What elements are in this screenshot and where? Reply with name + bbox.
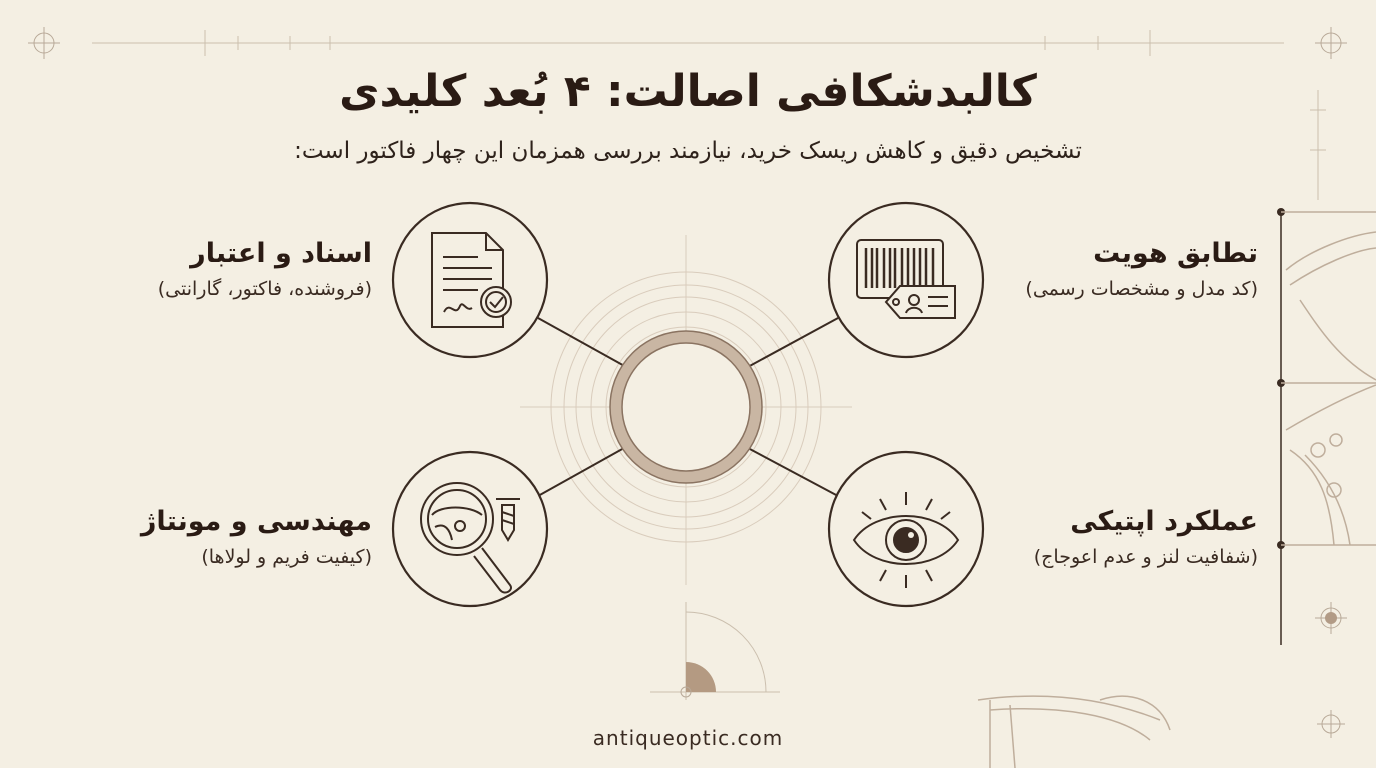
label-optical — [958, 506, 1258, 568]
optical-subtitle: (شفافیت لنز و عدم اعوجاج) — [1033, 546, 1258, 569]
footer-url: antiqueoptic.com — [592, 726, 784, 750]
documents-title: اسناد و اعتبار — [190, 238, 372, 269]
label-engineering — [72, 506, 372, 568]
label-identity — [958, 238, 1258, 300]
protractor-sketch — [681, 612, 766, 697]
page-title: کالبدشکافی اصالت: ۴ بُعد کلیدی — [339, 66, 1037, 117]
node-documents — [393, 203, 547, 357]
optical-title: عملکرد اپتیکی — [1070, 506, 1258, 537]
engineering-subtitle: (کیفیت فریم و لولاها) — [201, 546, 372, 569]
node-engineering — [393, 452, 547, 606]
engineering-title: مهندسی و مونتاژ — [140, 506, 372, 537]
identity-subtitle: (کد مدل و مشخصات رسمی) — [1025, 278, 1258, 301]
label-documents — [72, 238, 372, 300]
documents-subtitle: (فروشنده، فاکتور، گارانتی) — [157, 278, 372, 301]
identity-title: تطابق هویت — [1093, 238, 1258, 269]
hub-circle — [610, 331, 762, 483]
page-subtitle: تشخیص دقیق و کاهش ریسک خرید، نیازمند بررسی همزمان این چهار فاکتور است: — [294, 138, 1082, 164]
